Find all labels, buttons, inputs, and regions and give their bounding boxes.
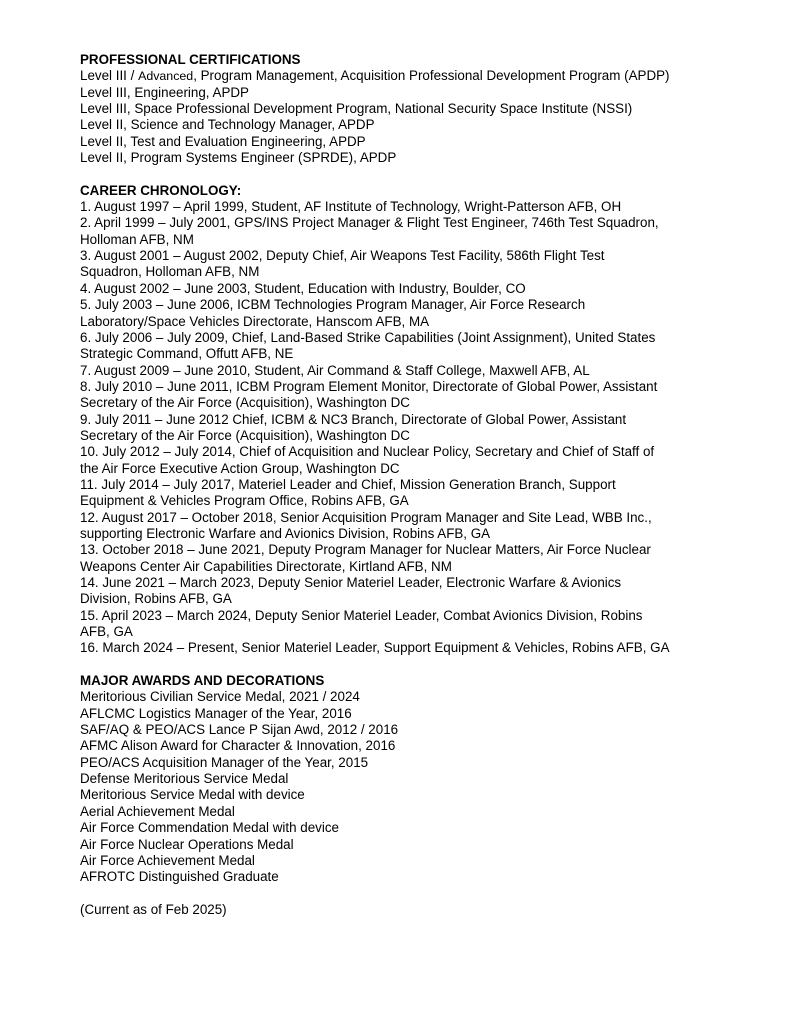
career-line: 5. July 2003 – June 2006, ICBM Technologies Program Manager, Air Force Research bbox=[80, 297, 586, 313]
career-line: Secretary of the Air Force (Acquisition), Washington DC bbox=[80, 395, 410, 411]
career-line: Division, Robins AFB, GA bbox=[80, 591, 232, 607]
award-item: Aerial Achievement Medal bbox=[80, 803, 235, 819]
career-line: 15. April 2023 – March 2024, Deputy Senior Materiel Leader, Combat Avionics Division, Robins bbox=[80, 607, 643, 623]
award-item: Defense Meritorious Service Medal bbox=[80, 771, 289, 787]
document-page bbox=[80, 52, 730, 918]
certification-item: Level II, Science and Technology Manager, APDP bbox=[80, 117, 375, 133]
career-line: 9. July 2011 – June 2012 Chief, ICBM & NC3 Branch, Directorate of Global Power, Assistant bbox=[80, 411, 627, 427]
award-item: Air Force Achievement Medal bbox=[80, 852, 255, 868]
career-line: 6. July 2006 – July 2009, Chief, Land-Based Strike Capabilities (Joint Assignment), United States bbox=[80, 329, 656, 345]
career-line: 1. August 1997 – April 1999, Student, AF Institute of Technology, Wright-Patterson AFB, OH bbox=[80, 199, 622, 215]
certification-item: Level II, Test and Evaluation Engineering, APDP bbox=[80, 133, 366, 149]
awards-heading: MAJOR AWARDS AND DECORATIONS bbox=[80, 673, 325, 689]
certification-advanced: Advanced bbox=[138, 69, 194, 84]
award-item: AFMC Alison Award for Character & Innovation, 2016 bbox=[80, 738, 396, 754]
career-line: 8. July 2010 – June 2011, ICBM Program Element Monitor, Directorate of Global Power, Assistant bbox=[80, 378, 658, 394]
career-line: 10. July 2012 – July 2014, Chief of Acquisition and Nuclear Policy, Secretary and Chief of Staff of bbox=[80, 444, 655, 460]
career-line: Secretary of the Air Force (Acquisition), Washington DC bbox=[80, 427, 410, 443]
career-line: 14. June 2021 – March 2023, Deputy Senior Materiel Leader, Electronic Warfare & Avionics bbox=[80, 575, 622, 590]
career-line: 13. October 2018 – June 2021, Deputy Program Manager for Nuclear Matters, Air Force Nuclear bbox=[80, 542, 651, 558]
career-line: 2. April 1999 – July 2001, GPS/INS Project Manager & Flight Test Engineer, 746th Test Squadron, bbox=[80, 215, 659, 231]
career-line: Holloman AFB, NM bbox=[80, 231, 194, 247]
section-spacer bbox=[80, 166, 730, 182]
certification-item: Level II, Program Systems Engineer (SPRDE), APDP bbox=[80, 150, 397, 166]
certification-detail: , Program Management, Acquisition Professional Development Program (APDP) bbox=[193, 68, 670, 84]
section-spacer bbox=[80, 886, 730, 902]
award-item: Meritorious Service Medal with device bbox=[80, 787, 305, 803]
section-spacer bbox=[80, 657, 730, 673]
career-line: Strategic Command, Offutt AFB, NE bbox=[80, 346, 294, 362]
career-line: Equipment & Vehicles Program Office, Robins AFB, GA bbox=[80, 493, 409, 509]
award-item: AFLCMC Logistics Manager of the Year, 2016 bbox=[80, 705, 352, 721]
career-line: Weapons Center Air Capabilities Directorate, Kirtland AFB, NM bbox=[80, 558, 452, 574]
career-line: the Air Force Executive Action Group, Washington DC bbox=[80, 460, 400, 476]
career-line: Laboratory/Space Vehicles Directorate, Hanscom AFB, MA bbox=[80, 313, 430, 329]
currency-note: (Current as of Feb 2025) bbox=[80, 901, 227, 917]
career-line: Squadron, Holloman AFB, NM bbox=[80, 264, 260, 280]
certification-level: Level III / bbox=[80, 68, 139, 84]
certification-item: Level III, Space Professional Development Program, National Security Space Institute (NSSI) bbox=[80, 101, 633, 117]
career-line: 11. July 2014 – July 2017, Materiel Leader and Chief, Mission Generation Branch, Support bbox=[80, 476, 616, 492]
certifications-heading: PROFESSIONAL CERTIFICATIONS bbox=[80, 52, 301, 67]
career-line: 12. August 2017 – October 2018, Senior Acquisition Program Manager and Site Lead, WBB Inc., bbox=[80, 509, 652, 525]
certification-item: Level III, Engineering, APDP bbox=[80, 84, 249, 100]
career-line: 7. August 2009 – June 2010, Student, Air Command & Staff College, Maxwell AFB, AL bbox=[80, 362, 590, 378]
award-item: SAF/AQ & PEO/ACS Lance P Sijan Awd, 2012 / 2016 bbox=[80, 722, 399, 738]
certification-item bbox=[80, 68, 730, 84]
award-item: Air Force Nuclear Operations Medal bbox=[80, 836, 294, 852]
career-line: 16. March 2024 – Present, Senior Materiel Leader, Support Equipment & Vehicles, Robins AFB, GA bbox=[80, 640, 670, 656]
career-line: 3. August 2001 – August 2002, Deputy Chief, Air Weapons Test Facility, 586th Flight Test bbox=[80, 248, 605, 264]
career-heading: CAREER CHRONOLOGY: bbox=[80, 182, 242, 198]
award-item: Meritorious Civilian Service Medal, 2021 / 2024 bbox=[80, 689, 360, 705]
award-item: Air Force Commendation Medal with device bbox=[80, 820, 339, 836]
career-line: AFB, GA bbox=[80, 624, 133, 640]
award-item: PEO/ACS Acquisition Manager of the Year, 2015 bbox=[80, 754, 369, 770]
award-item: AFROTC Distinguished Graduate bbox=[80, 869, 279, 885]
career-line: supporting Electronic Warfare and Avionics Division, Robins AFB, GA bbox=[80, 525, 491, 541]
career-line: 4. August 2002 – June 2003, Student, Education with Industry, Boulder, CO bbox=[80, 280, 526, 296]
